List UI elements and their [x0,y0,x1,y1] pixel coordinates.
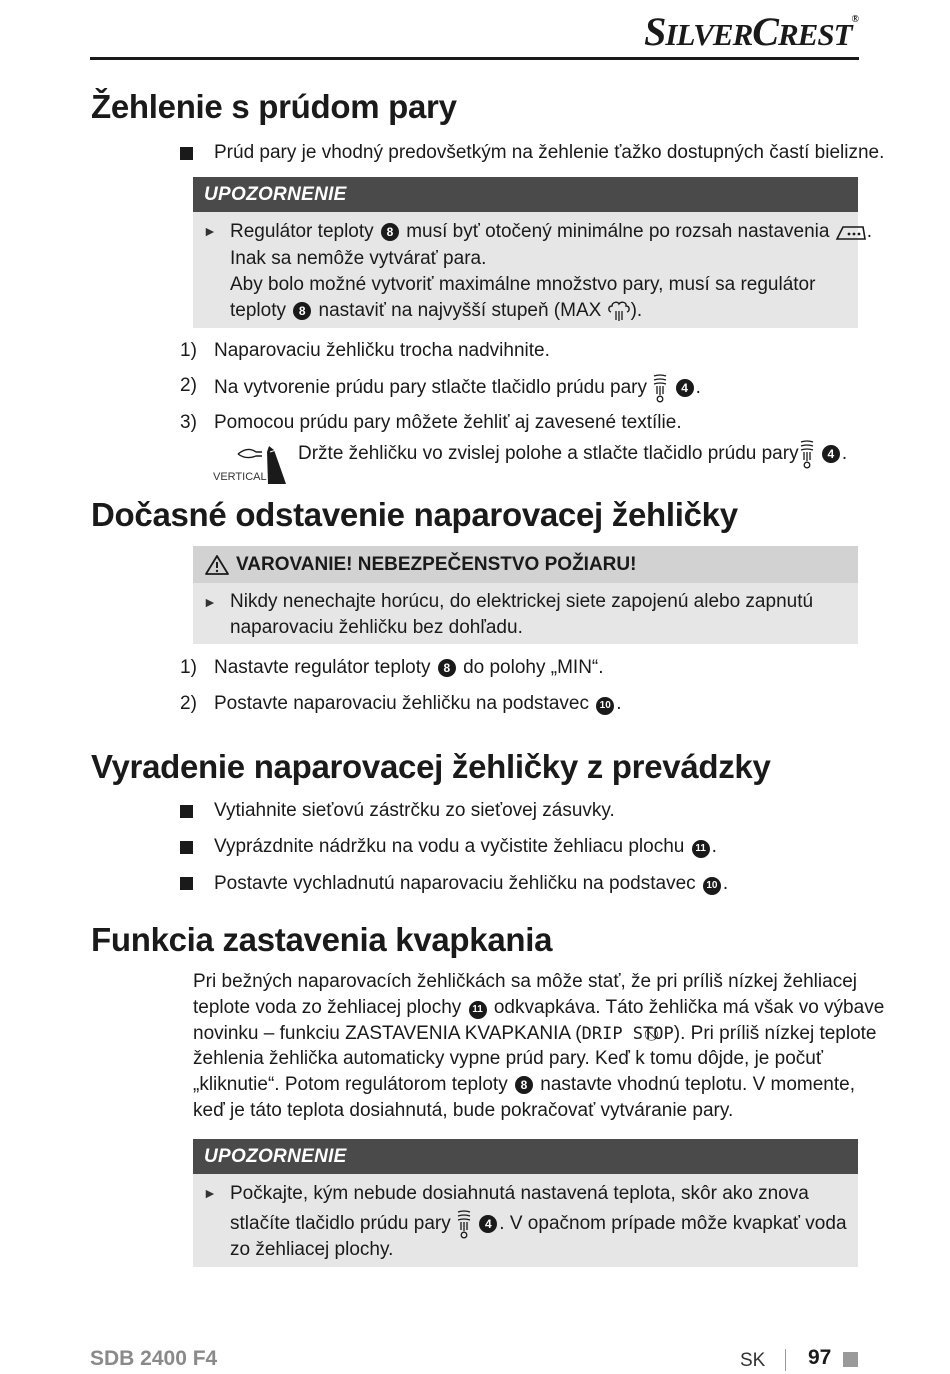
note-box [193,1139,858,1267]
warning-line: Nikdy nenechajte horúcu, do elektrickej siete zapojenú alebo zapnutú [230,591,814,612]
brand-logo: SILVERCREST® [644,9,858,54]
note-line: Inak sa nemôže vytvárať para. [230,248,487,269]
step-text: Na vytvorenie prúdu pary stlačte tlačidlo prúdu pary 4 . [214,373,701,403]
page-number: 97 [808,1346,832,1369]
ref-8: 8 [381,223,399,241]
step-text: Naparovaciu žehličku trocha nadvihnite. [214,340,550,361]
note-heading: UPOZORNENIE [193,177,858,212]
paragraph-line: novinku – funkciu ZASTAVENIA KVAPKANIA (DRIP STO P). Pri príliš nízkej teplote [193,1023,877,1044]
bullet-text: Prúd pary je vhodný predovšetkým na žehlenie ťažko dostupných častí bielizne. [214,142,885,163]
ref-11: 11 [692,840,710,858]
section-title-steam-burst: Žehlenie s prúdom pary [91,88,457,125]
warning-triangle-icon [204,554,230,576]
note-line: Počkajte, kým nebude dosiahnutá nastavená teplota, skôr ako znova [230,1183,809,1204]
footer-model: SDB 2400 F4 [90,1347,218,1370]
ref-10: 10 [703,877,721,895]
header-rule [90,57,859,60]
section-title-drip-stop: Funkcia zastavenia kvapkania [91,921,553,958]
ref-8: 8 [515,1076,533,1094]
ref-10: 10 [596,697,614,715]
warning-heading: VAROVANIE! NEBEZPEČENSTVO POŽIARU! [193,546,858,583]
step-subtext: Držte žehličku vo zvislej polohe a stlačte tlačidlo prúdu pary 4 . [298,439,847,469]
note-line: stlačíte tlačidlo prúdu pary 4 . V opačnom prípade môže kvapkať voda [230,1209,847,1239]
section-title-temporary-stop: Dočasné odstavenie naparovacej žehličky [91,496,738,533]
note-line: Regulátor teploty 8 musí byť otočený minimálne po rozsah nastavenia . [230,221,873,242]
step-text: Pomocou prúdu pary môžete žehliť aj zavesené textílie. [214,412,682,433]
steam-burst-icon [456,1209,472,1239]
bullet-text: Vyprázdnite nádržku na vodu a vyčistite žehliacu plochu 11 . [214,836,717,857]
warning-box [193,546,858,644]
note-line: teploty 8 nastaviť na najvyšší stupeň (MAX ). [230,300,643,321]
arrow-icon: ► [203,223,217,239]
paragraph-line: keď je táto teplota dosiahnutá, bude pokračovať vytváranie pary. [193,1100,734,1121]
steam-burst-icon [652,373,668,403]
arrow-icon: ► [203,594,217,610]
step-text: Nastavte regulátor teploty 8 do polohy „MIN“. [214,657,604,678]
steam-cloud-icon [607,300,631,322]
bullet-square [180,147,193,160]
ref-8: 8 [293,302,311,320]
step-number: 2) [180,375,197,396]
paragraph-line: žehlenia žehlička automaticky vypne prúd pary. Keď k tomu dôjde, je počuť [193,1048,823,1069]
section-title-decommission: Vyradenie naparovacej žehličky z prevádzky [91,748,771,785]
ref-4: 4 [676,379,694,397]
iron-dots-icon [835,222,867,242]
bullet-square [180,805,193,818]
step-number: 2) [180,693,197,714]
drip-stop-logo: DRIP STO P [581,1024,674,1044]
ref-4: 4 [822,445,840,463]
step-text: Postavte naparovaciu žehličku na podstavec 10 . [214,693,622,714]
steam-burst-icon [799,439,815,469]
bullet-text: Vytiahnite sieťovú zástrčku zo sieťovej zásuvky. [214,800,615,821]
bullet-square [180,841,193,854]
footer-square [843,1352,858,1367]
paragraph-line: „kliknutie“. Potom regulátorom teploty 8 nastavte vhodnú teplotu. V momente, [193,1074,856,1095]
footer-language: SK [740,1350,766,1371]
ref-11: 11 [469,1001,487,1019]
arrow-icon: ► [203,1185,217,1201]
bullet-text: Postavte vychladnutú naparovaciu žehličku na podstavec 10 . [214,873,729,894]
bullet-square [180,877,193,890]
paragraph-line: teplote voda zo žehliacej plochy 11 odkvapkáva. Táto žehlička má však vo výbave [193,997,885,1018]
vertical-label: VERTICAL [213,471,267,483]
paragraph-line: Pri bežných naparovacích žehličkách sa môže stať, že pri príliš nízkej žehliacej [193,971,857,992]
warning-line: naparovaciu žehličku bez dohľadu. [230,617,523,638]
note-line: zo žehliacej plochy. [230,1239,394,1260]
step-number: 1) [180,340,197,361]
note-line: Aby bolo možné vytvoriť maximálne množstvo pary, musí sa regulátor [230,274,816,295]
note-heading: UPOZORNENIE [193,1139,858,1174]
ref-8: 8 [438,659,456,677]
note-box [193,177,873,328]
step-number: 3) [180,412,197,433]
footer-divider [785,1349,786,1371]
ref-4: 4 [479,1215,497,1233]
step-number: 1) [180,657,197,678]
